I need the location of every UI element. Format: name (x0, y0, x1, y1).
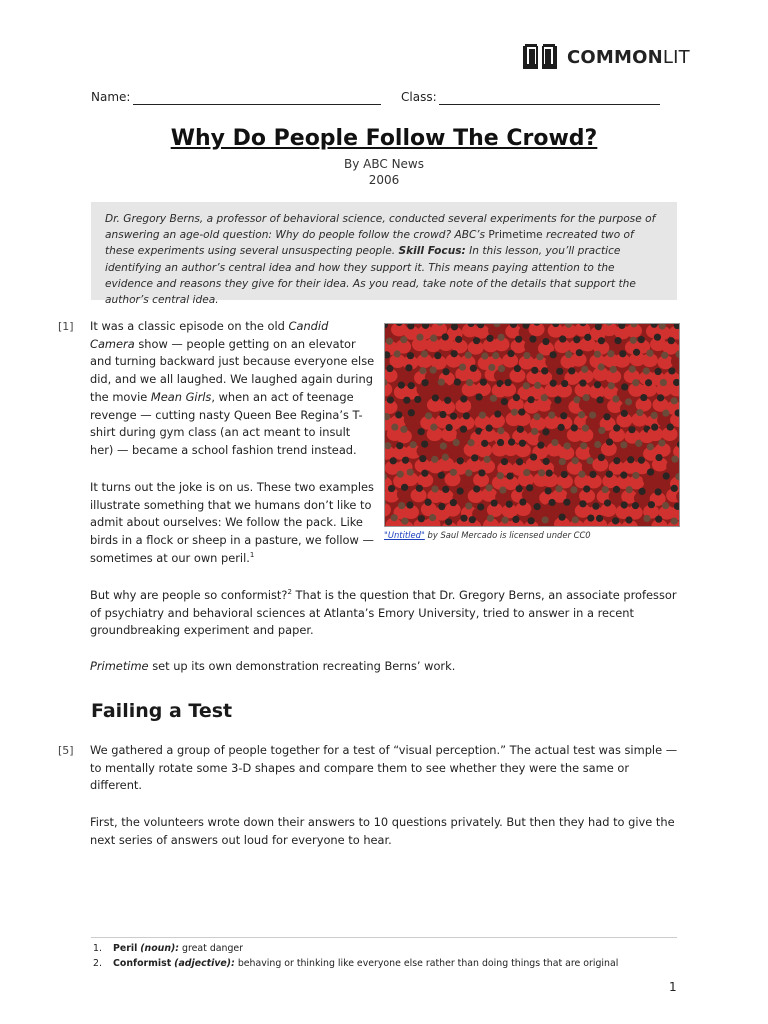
footnote-ref-2[interactable]: 2 (287, 588, 292, 597)
crowd-photo (384, 323, 680, 527)
paragraph-5 (90, 742, 678, 795)
paragraph-4 (90, 658, 678, 676)
article-title: Why Do People Follow The Crowd? (170, 126, 598, 151)
page-number: 1 (669, 980, 677, 994)
image-caption (384, 530, 678, 540)
class-field[interactable] (439, 104, 660, 105)
footnote-part-of-speech: (noun): (140, 943, 180, 954)
intro-show-name: Primetime (488, 229, 543, 242)
section-heading: Failing a Test (91, 700, 233, 722)
p6-text: First, the volunteers wrote down their answers to 10 questions privately. But then they had to give the next series of answers out loud for everyone to hear. (90, 815, 675, 847)
footnote-1 (93, 943, 243, 954)
p4-primetime: Primetime (90, 659, 149, 673)
intro-text-3: In this lesson, you’ll practice identifying an author’s central idea and how they support it. This means paying attention to the evidence and reasons they give for their idea. As you read, take note of the details that support the author’s central idea. (105, 245, 636, 307)
p3-text-a: But why are people so conformist? (90, 588, 288, 602)
footnote-term: Conformist (113, 958, 172, 969)
byline: By ABC News (344, 157, 424, 171)
intro-text-2: recreated two of these experiments using several unsuspecting people. (105, 229, 634, 258)
publication-year: 2006 (368, 173, 400, 187)
intro-box (91, 202, 677, 307)
footnote-definition: behaving or thinking like everyone else rather than doing things that are original (237, 958, 619, 969)
footnote-part-of-speech: (adjective): (174, 958, 235, 969)
paragraph-1 (90, 318, 376, 460)
p1-text-a: It was a classic episode on the old (90, 319, 285, 333)
logo-wordmark-light: LIT (662, 46, 690, 68)
logo-wordmark-bold: COMMON (567, 46, 663, 68)
p1-mean-girls: Mean Girls (150, 389, 212, 404)
image-caption-credit: by Saul Mercado is licensed under CC0 (427, 530, 591, 540)
footnote-definition: great danger (182, 943, 244, 954)
p1-text-e: , when an act of teenage revenge — cutting nasty Queen Bee Regina’s T-shirt during gym class (an act meant to insult her) — became a school fashion trend instead. (90, 389, 363, 457)
p1-candid-camera: Candid Camera (90, 319, 329, 351)
footnote-divider (91, 937, 677, 938)
p3-text-b: That is the question that Dr. Gregory Berns, an associate professor of psychiatry and behavioral sciences at Atlanta’s Emory University, tried to answer in a recent groundbreaking experiment and paper. (90, 588, 677, 638)
logo-wordmark (567, 47, 690, 68)
footnote-number: 1. (93, 943, 102, 954)
intro-text-1: Dr. Gregory Berns, a professor of behavioral science, conducted several experiments for the purpose of answering an age-old question: Why do people follow the crowd? ABC’s (105, 213, 656, 242)
p2-text: It turns out the joke is on us. These two examples illustrate something that we humans don’t like to admit about ourselves: We follow the pack. Like birds in a flock or sheep in a pasture, we follow — sometimes at our own peril. (90, 480, 374, 565)
p1-text-c: show — people getting on an elevator and turning backward just because everyone else did, and we all laughed. We laughed again during the movie (90, 336, 375, 404)
paragraph-3 (90, 587, 678, 640)
paragraph-number-5: [5] (58, 744, 74, 757)
name-field[interactable] (133, 104, 381, 105)
crowd-illustration (385, 324, 679, 526)
paragraph-2 (90, 479, 376, 568)
paragraph-number-1: [1] (58, 320, 74, 333)
paragraph-6 (90, 814, 678, 849)
p4-text: set up its own demonstration recreating Berns’ work. (152, 659, 456, 673)
p5-text: We gathered a group of people together for a test of “visual perception.” The actual test was simple — to mentally rotate some 3-D shapes and compare them to see whether they were the same or different. (90, 743, 678, 793)
commonlit-logo (521, 42, 690, 72)
footnote-number: 2. (93, 958, 102, 969)
open-book-icon (521, 43, 559, 71)
skill-focus-label: Skill Focus: (398, 245, 466, 258)
class-label: Class: (401, 90, 437, 104)
footnote-ref-1[interactable]: 1 (249, 551, 255, 560)
footnote-2 (93, 958, 618, 969)
footnote-term: Peril (113, 943, 138, 954)
name-label: Name: (91, 90, 131, 104)
image-caption-link[interactable]: "Untitled" (384, 530, 425, 540)
